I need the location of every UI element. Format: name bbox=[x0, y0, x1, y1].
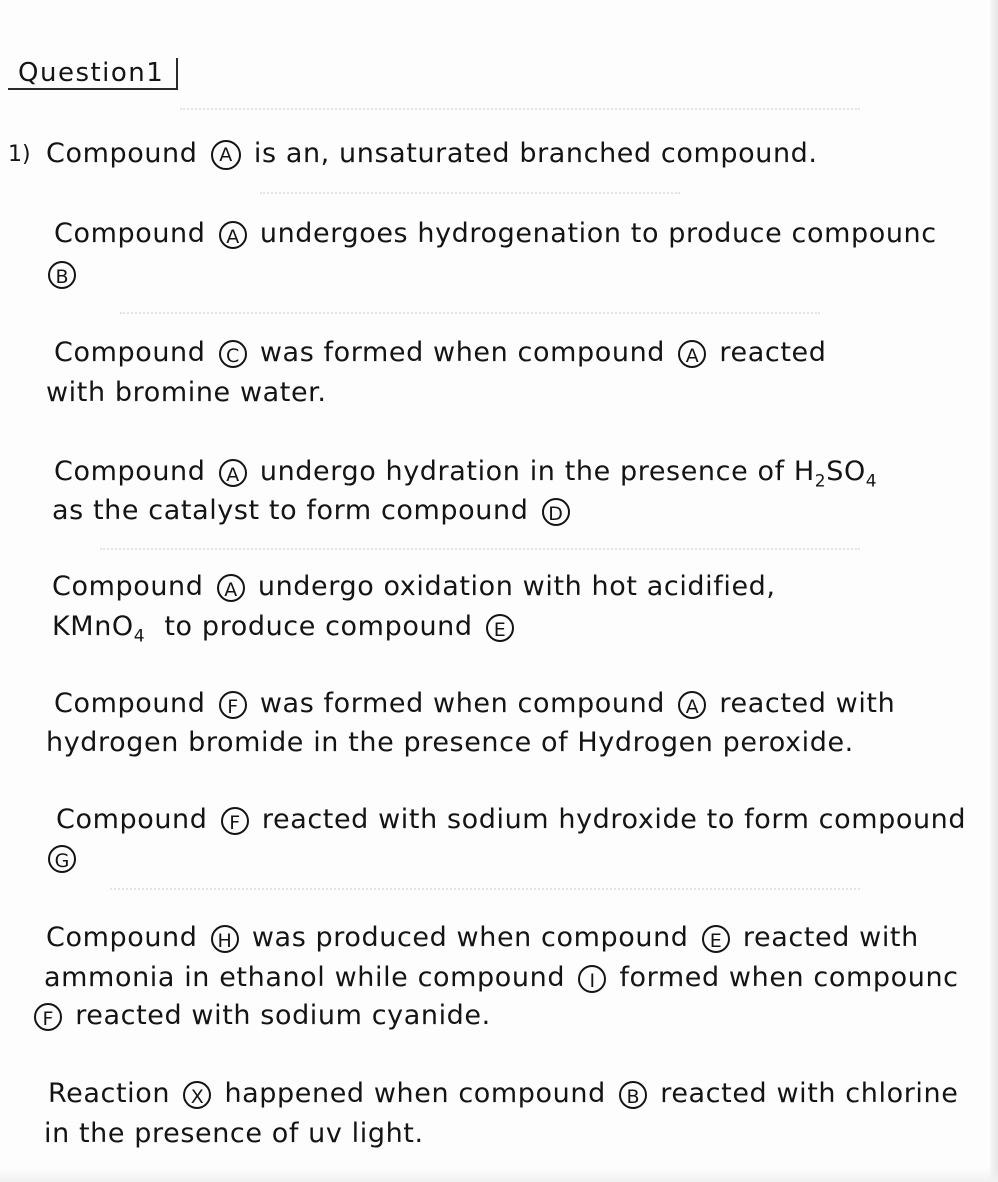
compound-marker-d: D bbox=[542, 498, 570, 526]
subscript: 2 bbox=[814, 471, 827, 492]
statement-text: hydrogen bromide in the presence of Hydrogen peroxide. bbox=[46, 727, 854, 758]
compound-marker-e: E bbox=[702, 925, 730, 953]
statement-text: Compound bbox=[54, 218, 206, 249]
statement-2-line-2 bbox=[44, 258, 80, 290]
compound-marker-h: H bbox=[211, 925, 239, 953]
statement-text: reacted bbox=[719, 337, 827, 368]
statement-text: Compound bbox=[54, 688, 206, 719]
statement-text: to produce compound bbox=[164, 611, 473, 642]
statement-text: reacted with sodium hydroxide to form compound bbox=[261, 804, 967, 835]
statement-5-line-2 bbox=[52, 611, 518, 652]
statement-text: reacted with sodium cyanide. bbox=[75, 1000, 491, 1031]
statement-text: Compound bbox=[46, 138, 198, 169]
statement-text: with bromine water. bbox=[46, 377, 327, 408]
statement-text: as the catalyst to form compound bbox=[52, 495, 529, 526]
statement-text: reacted with chlorine bbox=[660, 1078, 959, 1109]
statement-5-line-1 bbox=[52, 571, 776, 603]
page-edge bbox=[990, 0, 998, 1182]
subscript: 4 bbox=[865, 471, 878, 492]
statement-9-line-2 bbox=[44, 1118, 424, 1150]
statement-text: ammonia in ethanol while compound bbox=[44, 962, 566, 993]
compound-marker-f: F bbox=[221, 807, 249, 835]
statement-4-line-2 bbox=[52, 495, 574, 527]
statement-text: was produced when compound bbox=[251, 922, 689, 953]
statement-7-line-2 bbox=[44, 842, 80, 874]
statement-text: happened when compound bbox=[224, 1078, 606, 1109]
compound-marker-f: F bbox=[219, 691, 247, 719]
compound-marker-e: E bbox=[486, 614, 514, 642]
statement-1-line-1 bbox=[46, 138, 818, 170]
compound-marker-a: A bbox=[211, 140, 241, 170]
statement-text: Reaction bbox=[48, 1078, 171, 1109]
statement-text: Compound bbox=[52, 571, 204, 602]
faint-bleedthrough bbox=[120, 312, 820, 316]
page-bottom-shadow bbox=[0, 1168, 998, 1182]
statement-4-line-1 bbox=[54, 456, 877, 497]
item-number: 1) bbox=[8, 142, 31, 167]
statement-text: was formed when compound bbox=[259, 688, 666, 719]
compound-marker-a: A bbox=[219, 459, 247, 487]
statement-2-line-1 bbox=[54, 218, 937, 250]
statement-3-line-2 bbox=[46, 377, 327, 409]
statement-text: Compound bbox=[54, 456, 206, 487]
statement-text: Compound bbox=[46, 922, 198, 953]
statement-text: formed when compounc bbox=[619, 962, 959, 993]
statement-text: KMnO bbox=[52, 611, 134, 642]
statement-text: Compound bbox=[54, 337, 206, 368]
statement-text: undergo hydration in the presence of H bbox=[259, 456, 815, 487]
statement-text: in the presence of uv light. bbox=[44, 1118, 424, 1149]
statement-text: reacted with bbox=[742, 922, 919, 953]
statement-text: is an, unsaturated branched compound. bbox=[253, 138, 818, 169]
statement-8-line-3 bbox=[30, 1000, 491, 1032]
compound-marker-a: A bbox=[217, 574, 245, 602]
compound-marker-c: C bbox=[219, 340, 247, 368]
statement-7-line-1 bbox=[56, 804, 966, 836]
statement-8-line-1 bbox=[46, 922, 919, 954]
statement-6-line-1 bbox=[54, 688, 895, 720]
faint-bleedthrough bbox=[100, 548, 860, 552]
compound-marker-a: A bbox=[678, 340, 706, 368]
compound-marker-i: I bbox=[578, 965, 606, 993]
question-title-text: Question1 bbox=[18, 58, 165, 88]
statement-9-line-1 bbox=[48, 1078, 958, 1110]
reaction-marker-x: X bbox=[183, 1081, 211, 1109]
statement-text: SO bbox=[826, 456, 866, 487]
statement-text: undergoes hydrogenation to produce compounc bbox=[259, 218, 937, 249]
faint-bleedthrough bbox=[110, 888, 860, 892]
statement-8-line-2 bbox=[44, 962, 959, 994]
statement-3-line-1 bbox=[54, 337, 826, 369]
compound-marker-f: F bbox=[34, 1003, 62, 1031]
compound-marker-a: A bbox=[678, 691, 706, 719]
faint-bleedthrough bbox=[260, 192, 680, 196]
compound-marker-a: A bbox=[219, 221, 247, 249]
question-title bbox=[8, 58, 178, 90]
statement-text: undergo oxidation with hot acidified, bbox=[257, 571, 776, 602]
subscript: 4 bbox=[133, 626, 146, 647]
statement-6-line-2 bbox=[46, 727, 854, 759]
faint-bleedthrough bbox=[180, 108, 860, 112]
statement-text: reacted with bbox=[719, 688, 896, 719]
compound-marker-b: B bbox=[619, 1081, 647, 1109]
compound-marker-b: B bbox=[48, 261, 76, 289]
compound-marker-g: G bbox=[48, 845, 76, 873]
statement-text: Compound bbox=[56, 804, 208, 835]
statement-text: was formed when compound bbox=[259, 337, 666, 368]
